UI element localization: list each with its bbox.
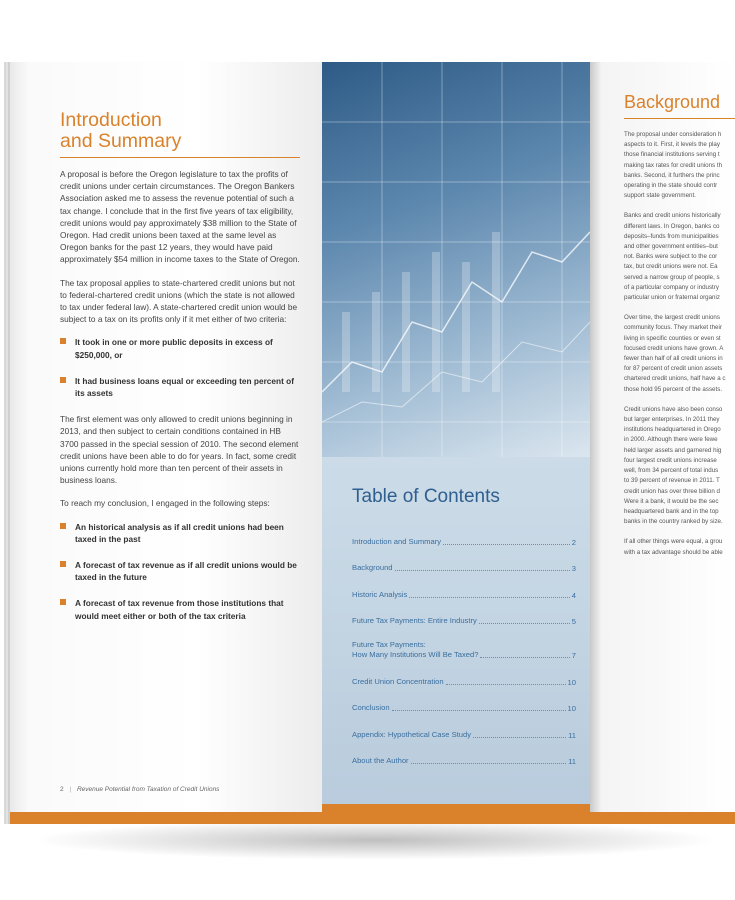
toc-page: 2 xyxy=(571,537,576,547)
leader-dots xyxy=(409,597,569,598)
toc-title: Table of Contents xyxy=(352,486,500,507)
bullet-text: A forecast of tax revenue from those institutions that would meet either or both of the tax criteria xyxy=(75,598,284,621)
middle-page xyxy=(322,62,590,824)
toc-label: Future Tax Payments: Entire Industry xyxy=(352,616,477,625)
bullet-item xyxy=(60,336,300,360)
footer-title: Revenue Potential from Taxation of Credit Unions xyxy=(76,786,220,793)
leader-dots xyxy=(411,763,567,764)
bullet-square-icon xyxy=(60,561,66,567)
toc-page: 7 xyxy=(571,651,576,660)
intro-body xyxy=(60,168,300,636)
toc-page: 4 xyxy=(571,590,576,600)
leader-dots xyxy=(395,570,570,571)
middle-page-orange-band xyxy=(322,804,590,824)
left-page-orange-band xyxy=(10,812,322,824)
toc-label: Historic Analysis xyxy=(352,589,408,599)
paragraph: The tax proposal applies to state-chartered credit unions but not to federal-chartered credit unions (which the state is not allowed to tax under federal law). A state-chartered credit union would be subject to a tax on its profits only if it met either of two criteria: xyxy=(60,277,298,325)
toc-entry[interactable] xyxy=(352,687,576,714)
leader-dots xyxy=(443,544,570,545)
bullet-square-icon xyxy=(60,377,66,383)
toc-entry[interactable] xyxy=(352,520,576,547)
paragraph: Over time, the largest credit unions community focus. They market their living in specific counties or even st focused credit unions have grown. A fewer than half of all credit unions in for 87 percent of credit union assets chartered credit unions, half have a c those hold 95 percent of the assets. xyxy=(624,314,726,393)
bullet-item xyxy=(60,597,300,621)
toc-page: 10 xyxy=(567,704,576,713)
paragraph: A proposal is before the Oregon legislature to tax the profits of credit unions under certain circumstances. The Oregon Bankers Association asked me to assess the revenue potential of such a tax change. I conclude that in the first five years of tax eligibility, credit unions would pay approximately $38 million to the State of Oregon. Had credit unions been taxed at the same level as Oregon banks for the past 12 years, they would have paid approximately $54 million in income taxes to the State of Oregon. xyxy=(60,169,300,265)
leader-dots xyxy=(446,684,566,685)
table-of-contents xyxy=(352,520,576,766)
toc-entry[interactable] xyxy=(352,626,576,660)
bullet-item xyxy=(60,375,300,399)
bullet-square-icon xyxy=(60,599,66,605)
paragraph: The first element was only allowed to credit unions beginning in 2013, and then subject to certain conditions contained in HB 3700 passed in the special session of 2010. The second element credit unions have been able to do for years. In fact, some credit unions currently hold more than ten percent of their assets in business loans. xyxy=(60,414,299,486)
background-title: Background xyxy=(624,92,721,112)
paragraph: To reach my conclusion, I engaged in the following steps: xyxy=(60,498,270,509)
right-page-orange-band xyxy=(590,812,735,824)
paragraph: If all other things were equal, a grou with a tax advantage should be able xyxy=(624,538,723,556)
bullet-square-icon xyxy=(60,523,66,529)
paragraph: Banks and credit unions historically different laws. In Oregon, banks co deposits–funds from municipalities and other government entities–but not. Banks were subject to the cor tax, but credit unions were not. Ea served a narrow group of people, s of a particular company or industry particular union or fraternal organiz xyxy=(624,212,721,302)
bullet-text: A forecast of tax revenue as if all credit unions would be taxed in the future xyxy=(75,560,297,583)
toc-label: About the Author xyxy=(352,756,409,765)
background-body xyxy=(624,130,735,568)
left-page xyxy=(10,62,322,824)
toc-page: 11 xyxy=(568,730,576,740)
toc-entry[interactable] xyxy=(352,547,576,574)
bullet-text: An historical analysis as if all credit unions had been taxed in the past xyxy=(75,521,284,544)
title-rule xyxy=(60,157,300,158)
page-footer: 2 | Revenue Potential from Taxation of Credit Unions xyxy=(60,786,220,793)
page-number: 2 xyxy=(60,786,64,793)
leader-dots xyxy=(392,710,566,711)
leader-dots xyxy=(473,737,566,738)
bullet-item xyxy=(60,521,300,545)
paragraph: Credit unions have also been conso but larger enterprises. In 2011 they institutions headquartered in Orego in 2000. Although there were fewe held larger assets and garnered hig four largest credit unions increase well, from 34 percent of total indus to 39 percent of revenue in 2011. T credit union has over three billion d Were it a bank, it would be the sec headquartered bank and in the top banks in the country ranked by size. xyxy=(624,405,723,526)
book-shadow xyxy=(30,820,720,860)
toc-label: Introduction and Summary xyxy=(352,536,442,546)
toc-page: 10 xyxy=(567,677,576,687)
toc-entry[interactable] xyxy=(352,600,576,627)
toc-page: 5 xyxy=(571,617,576,626)
bullet-square-icon xyxy=(60,338,66,344)
toc-entry[interactable] xyxy=(352,713,576,740)
toc-label: Conclusion xyxy=(352,703,390,712)
toc-entry[interactable] xyxy=(352,573,576,600)
bullet-item xyxy=(60,559,300,583)
toc-label: Future Tax Payments: How Many Institutions Will Be Taxed? xyxy=(352,640,479,659)
title-rule xyxy=(624,118,735,119)
leader-dots xyxy=(480,657,569,658)
bullet-text: It took in one or more public deposits in excess of $250,000, or xyxy=(75,337,273,360)
leader-dots xyxy=(479,623,570,624)
toc-page: 3 xyxy=(571,564,576,573)
toc-label: Background xyxy=(352,563,393,572)
paragraph: The proposal under consideration h aspects to it. First, it levels the play those financial institutions serving t making tax rates for credit unions th banks. Second, it furthers the princ operating in the state should contr support state government. xyxy=(624,131,723,200)
financial-graph-image xyxy=(322,62,590,457)
intro-title: Introduction and Summary xyxy=(60,109,182,152)
toc-label: Appendix: Hypothetical Case Study xyxy=(352,729,472,739)
toc-entry[interactable] xyxy=(352,740,576,767)
toc-page: 11 xyxy=(568,757,576,766)
right-page xyxy=(590,62,735,824)
toc-entry[interactable] xyxy=(352,660,576,687)
bullet-text: It had business loans equal or exceeding ten percent of its assets xyxy=(75,375,294,399)
toc-label: Credit Union Concentration xyxy=(352,676,444,686)
